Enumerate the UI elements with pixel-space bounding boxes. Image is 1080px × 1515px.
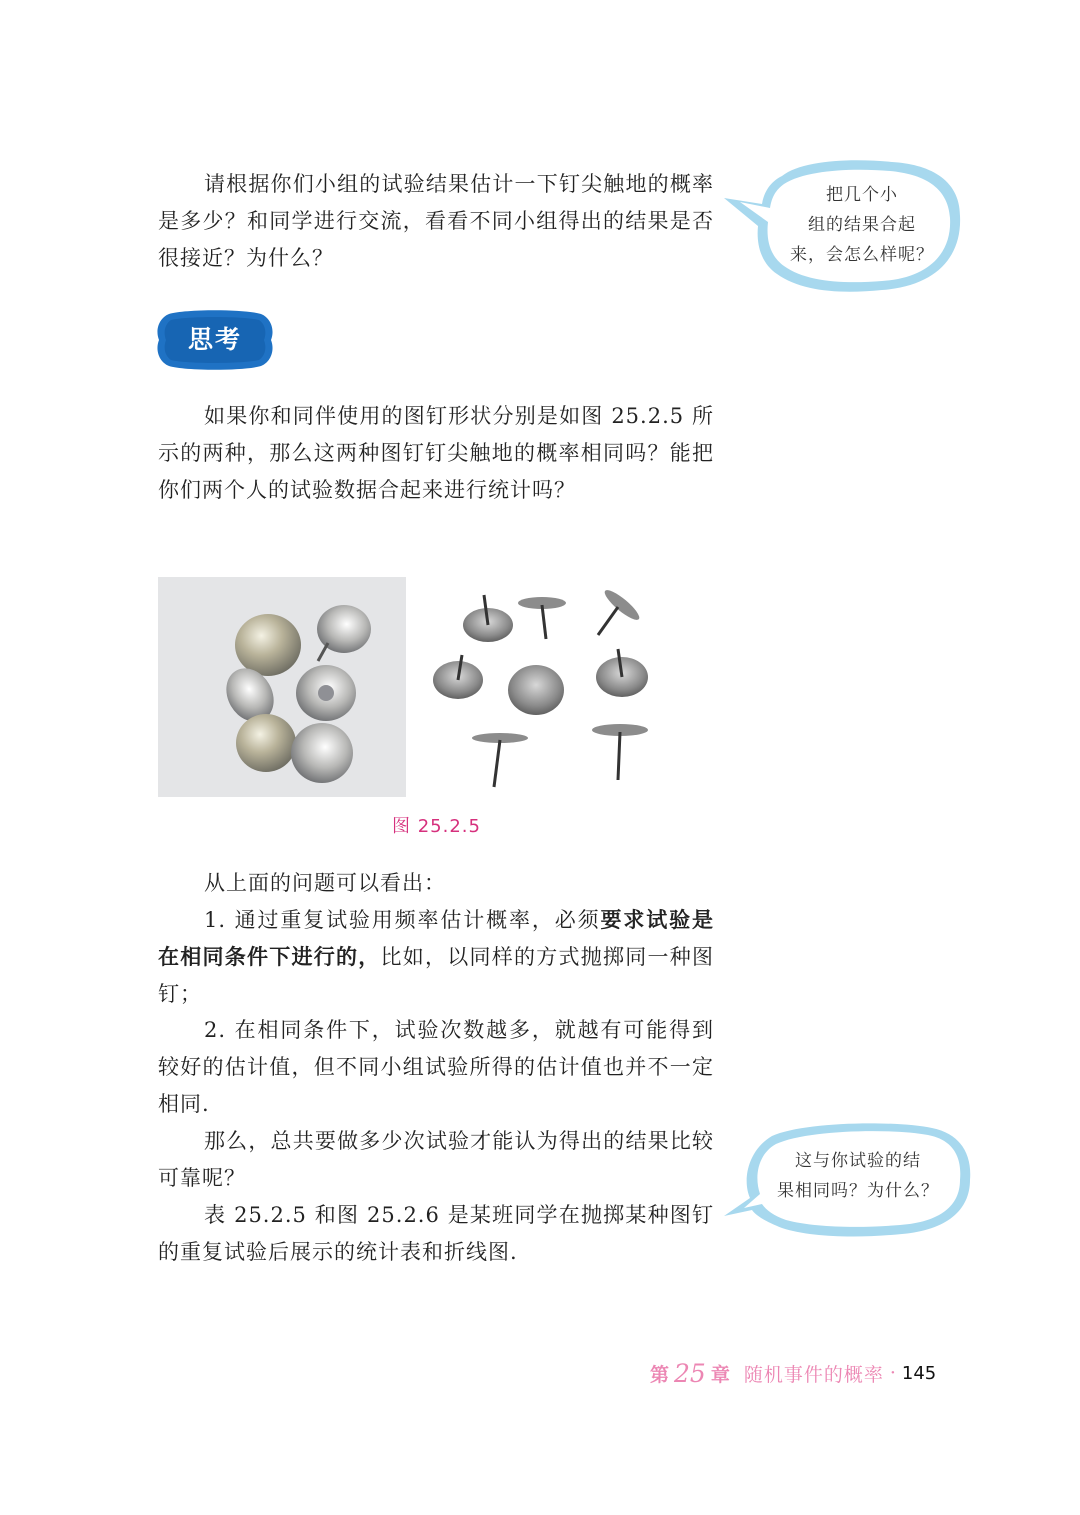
photo-thumbtacks-pin [418, 577, 683, 797]
chapter-title: 随机事件的概率 [743, 1363, 884, 1386]
bubble-bottom-line1: 这与你试验的结 [795, 1151, 921, 1171]
paragraph-5: 2. 在相同条件下，试验次数越多，就越有可能得到较好的估计值，但不同小组试验所得的估计值也并不一定相同. [158, 1018, 714, 1116]
figure-caption: 图 25.2.5 [392, 816, 481, 837]
speech-bubble-bottom [722, 1120, 976, 1240]
page-number: 145 [901, 1362, 937, 1384]
pin-thumbtacks-icon [418, 577, 683, 797]
paragraph-2: 如果你和同伴使用的图钉形状分别是如图 25.2.5 所示的两种，那么这两种图钉钉尖触地的概率相同吗？能把你们两个人的试验数据合起来进行统计吗？ [158, 404, 714, 502]
chapter-number: 25 [674, 1358, 706, 1388]
paragraph-4-prefix: 1. 通过重复试验用频率估计概率，必须 [204, 908, 601, 932]
chapter-suffix: 章 [710, 1363, 730, 1386]
bubble-top-line2: 组的结果合起 [808, 215, 916, 235]
paragraph-1: 请根据你们小组的试验结果估计一下钉尖触地的概率是多少？和同学进行交流，看看不同小组得出的结果是否很接近？为什么？ [158, 172, 714, 270]
photo-thumbtacks-round [158, 577, 406, 797]
paragraph-3: 从上面的问题可以看出： [204, 871, 446, 895]
round-thumbtacks-icon [158, 577, 406, 797]
paragraph-7: 表 25.2.5 和图 25.2.6 是某班同学在抛掷某种图钉的重复试验后展示的统计表和折线图. [158, 1203, 714, 1264]
think-badge [155, 308, 275, 372]
bubble-top-line1: 把几个小 [826, 185, 898, 205]
speech-bubble-top [722, 156, 968, 296]
page-footer [650, 1356, 936, 1390]
paragraph-4-bold: 要求试验是在相同条件下进行的， [158, 908, 714, 969]
paragraph-6: 那么，总共要做多少次试验才能认为得出的结果比较可靠呢？ [158, 1129, 714, 1190]
paragraph-4-suffix: 比如，以同样的方式抛掷同一种图钉； [158, 945, 714, 1006]
chapter-prefix: 第 [650, 1363, 670, 1386]
think-label: 思考 [187, 325, 242, 354]
paragraph-4 [158, 902, 714, 1013]
bubble-top-line3: 来，会怎么样呢？ [790, 245, 934, 265]
bubble-bottom-line2: 果相同吗？为什么？ [777, 1181, 939, 1201]
footer-separator: · [889, 1362, 896, 1384]
